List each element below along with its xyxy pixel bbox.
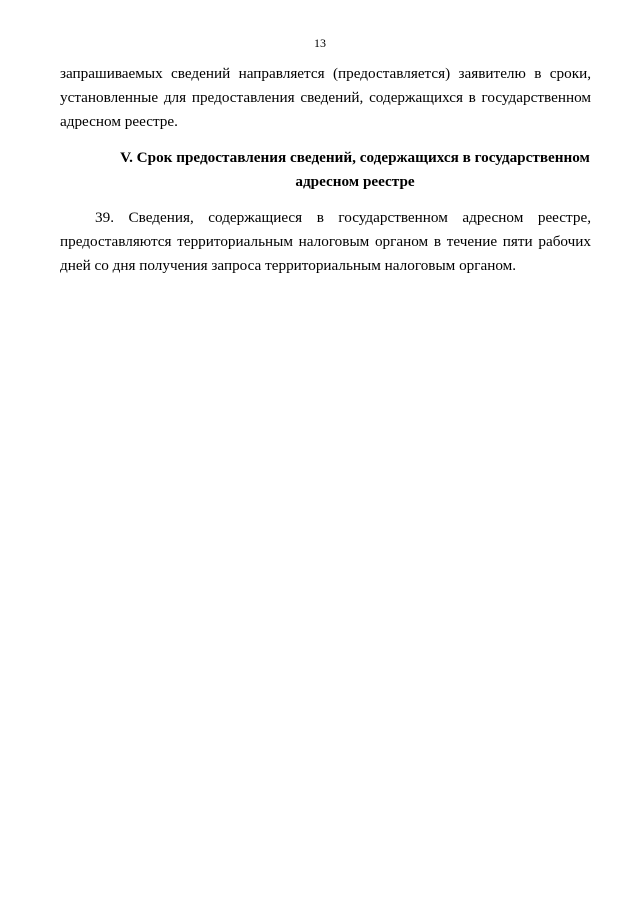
section-heading-line: адресном реестре	[295, 173, 415, 190]
intro-line: адресном реестре.	[60, 113, 178, 130]
intro-line: запрашиваемых сведений направляется (предоставляется) заявителю в сроки,	[60, 65, 591, 82]
intro-paragraph	[60, 62, 591, 134]
paragraph-39	[60, 206, 591, 278]
page-number: 13	[314, 36, 326, 50]
section-heading-line: V. Срок предоставления сведений, содержащихся в государственном	[120, 149, 590, 166]
section-heading	[60, 146, 640, 194]
intro-line: установленные для предоставления сведений, содержащихся в государственном	[60, 89, 591, 106]
paragraph-line: дней со дня получения запроса территориальным налоговым органом.	[60, 257, 517, 274]
paragraph-line: предоставляются территориальным налоговым органом в течение пяти рабочих	[60, 233, 591, 250]
paragraph-line: 39. Сведения, содержащиеся в государственном адресном реестре,	[95, 209, 591, 226]
